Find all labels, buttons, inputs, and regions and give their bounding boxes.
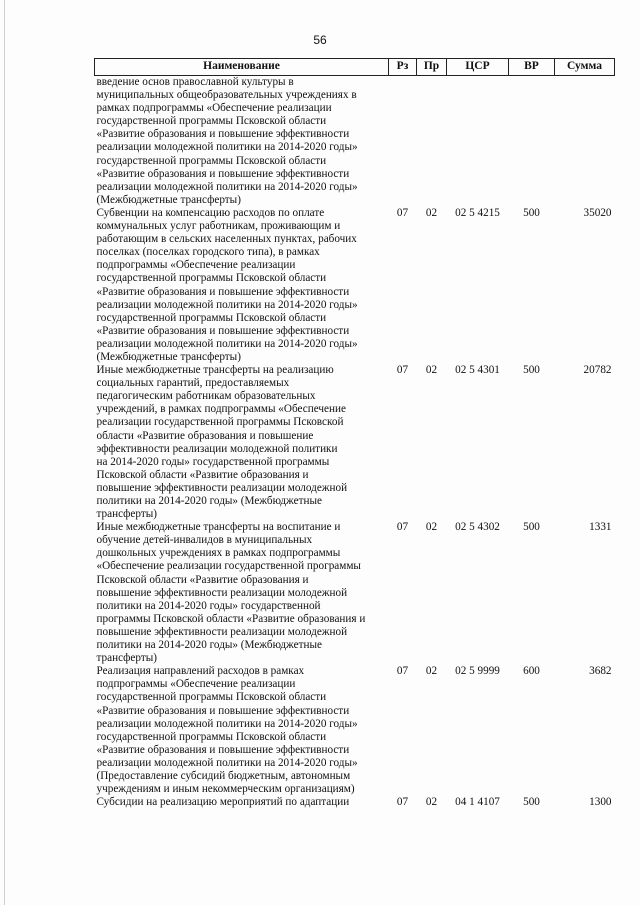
row-name-line: государственной программы Псковской области [96, 115, 327, 128]
row-name-line: поселках (поселках городского типа), в рамках [96, 246, 320, 259]
row-name-line: политики на 2014-2020 годы» (Межбюджетные [96, 495, 322, 507]
row-name-line: обучение детей-инвалидов в муниципальных [96, 534, 313, 547]
row-vr: 500 [523, 206, 540, 219]
row-name-line: повышение эффективности реализации молодежной [96, 625, 348, 638]
row-name-line: дошкольных учреждениях в рамках подпрограммы [96, 547, 341, 560]
row-vr: 500 [523, 796, 540, 809]
table-row [95, 521, 615, 665]
row-name-line: работающим в сельских населенных пунктах, рабочих [96, 233, 357, 246]
row-name-line: государственной программы Псковской области [96, 730, 327, 743]
row-name-line: реализации молодежной политики на 2014-2020 годы» [96, 337, 358, 350]
row-pr: 02 [425, 206, 438, 219]
row-name-line: Иные межбюджетные трансферты на реализацию [96, 364, 334, 377]
row-name-line: «Развитие образования и повышение эффективности [96, 743, 350, 756]
table-row [95, 76, 615, 207]
scan-edge [4, 0, 5, 905]
row-name-line: политики на 2014-2020 годы» (Межбюджетные [96, 639, 322, 652]
row-name-line: реализации молодежной политики на 2014-2020 годы» [96, 180, 358, 193]
row-name [95, 76, 389, 207]
row-name-line: «Развитие образования и повышение эффективности [96, 704, 350, 717]
row-name-line: государственной программы Псковской области [96, 691, 327, 704]
row-name [95, 207, 389, 364]
table-row [95, 665, 615, 796]
row-vr: 600 [523, 665, 540, 678]
row-name-line: области «Развитие образования и повышение [96, 429, 314, 442]
row-rz: 07 [396, 206, 409, 219]
budget-table [94, 58, 615, 809]
header-pr: Пр [417, 59, 447, 76]
row-name-line: «Развитие образования и повышение эффективности [96, 167, 350, 180]
row-name-line: «Развитие образования и повышение эффективности [96, 285, 350, 298]
row-rz: 07 [396, 364, 409, 377]
row-pr: 02 [425, 665, 438, 678]
row-name-line: коммунальных услуг работникам, проживающим и [96, 220, 341, 233]
row-name-line: «Развитие образования и повышение эффективности [96, 128, 350, 141]
header-rz: Рз [389, 59, 417, 76]
row-name-line: реализации молодежной политики на 2014-2020 годы» [96, 717, 358, 730]
row-csr: 04 1 4107 [455, 796, 500, 809]
row-name-line: муниципальных общеобразовательных учреждениях в [96, 89, 357, 102]
row-name-line: государственной программы Псковской области [96, 272, 327, 285]
page-number: 56 [313, 33, 327, 47]
row-csr [447, 76, 509, 207]
header-csr: ЦСР [447, 59, 509, 76]
row-name [95, 665, 389, 796]
row-name-line: рамках подпрограммы «Обеспечение реализации [96, 102, 332, 115]
row-rz: 07 [396, 796, 409, 809]
row-rz [389, 76, 417, 207]
row-sum [555, 76, 615, 207]
row-vr [509, 76, 555, 207]
row-pr: 02 [425, 521, 438, 534]
table-body [95, 76, 615, 810]
row-name-line: государственной программы Псковской области [96, 154, 327, 167]
table-row [95, 364, 615, 521]
row-name-line: подпрограммы «Обеспечение реализации [96, 259, 296, 272]
row-name-line: Субсидии на реализацию мероприятий по адаптации [96, 796, 350, 809]
row-vr: 500 [523, 521, 540, 534]
row-name-line: государственной программы Псковской области [96, 311, 327, 324]
row-name-line: подпрограммы «Обеспечение реализации [96, 678, 296, 691]
row-name-line: социальных гарантий, предоставляемых [96, 377, 290, 390]
row-name-line: реализации молодежной политики на 2014-2020 годы» [96, 756, 358, 769]
row-name-line: Иные межбюджетные трансферты на воспитание и [96, 521, 341, 534]
row-sum: 1300 [589, 796, 612, 809]
row-sum: 1331 [589, 521, 612, 534]
row-name-line: политики на 2014-2020 годы» государственной [96, 599, 321, 612]
header-vr: ВР [509, 59, 555, 76]
row-name-line: на 2014-2020 годы» государственной программы [96, 455, 330, 468]
row-name-line: (Межбюджетные трансферты) [96, 350, 241, 363]
row-name-line: реализации государственной программы Псковской [96, 416, 344, 429]
row-name-line: Псковской области «Развитие образования и [96, 468, 309, 481]
row-name-line: учреждениям и иным некоммерческим организациям) [96, 783, 355, 796]
row-name [95, 796, 389, 809]
row-name [95, 364, 389, 521]
row-name-line: педагогическим работникам образовательных [96, 390, 316, 403]
row-name-line: Реализация направлений расходов в рамках [96, 665, 305, 678]
row-csr: 02 5 4302 [455, 521, 500, 534]
row-rz: 07 [396, 665, 409, 678]
row-name-line: Субвенции на компенсацию расходов по оплате [96, 206, 325, 219]
row-name-line: повышение эффективности реализации молодежной [96, 586, 348, 599]
table-row [95, 207, 615, 364]
row-name-line: повышение эффективности реализации молодежной [96, 481, 348, 494]
row-name-line: Псковской области «Развитие образования и [96, 573, 309, 586]
row-name-line: эффективности реализации молодежной политики [96, 442, 338, 455]
row-csr: 02 5 4301 [455, 364, 500, 377]
row-name-line: учреждений, в рамках подпрограммы «Обеспечение [96, 403, 346, 416]
row-csr: 02 5 9999 [455, 665, 500, 678]
row-sum: 20782 [583, 364, 612, 377]
row-pr [417, 76, 447, 207]
row-name-line: введение основ православной культуры в [96, 76, 294, 88]
header-sum: Сумма [555, 59, 615, 76]
table-header-row [95, 59, 615, 76]
row-rz: 07 [396, 521, 409, 534]
row-name [95, 521, 389, 665]
row-name-line: реализации молодежной политики на 2014-2020 годы» [96, 141, 358, 154]
row-name-line: (Предоставление субсидий бюджетным, автономным [96, 769, 351, 782]
table-row [95, 796, 615, 809]
row-sum: 3682 [589, 665, 612, 678]
row-pr: 02 [425, 796, 438, 809]
row-name-line: трансферты) [96, 652, 157, 665]
header-name: Наименование [95, 59, 389, 76]
row-name-line: трансферты) [96, 508, 157, 521]
row-vr: 500 [523, 364, 540, 377]
row-csr: 02 5 4215 [455, 206, 500, 219]
row-name-line: программы Псковской области «Развитие образования и [96, 612, 366, 625]
row-name-line: «Обеспечение реализации государственной программы [96, 560, 361, 573]
row-sum: 35020 [583, 206, 612, 219]
row-name-line: реализации молодежной политики на 2014-2020 годы» [96, 298, 358, 311]
row-pr: 02 [425, 364, 438, 377]
row-name-line: (Межбюджетные трансферты) [96, 193, 241, 206]
row-name-line: «Развитие образования и повышение эффективности [96, 324, 350, 337]
